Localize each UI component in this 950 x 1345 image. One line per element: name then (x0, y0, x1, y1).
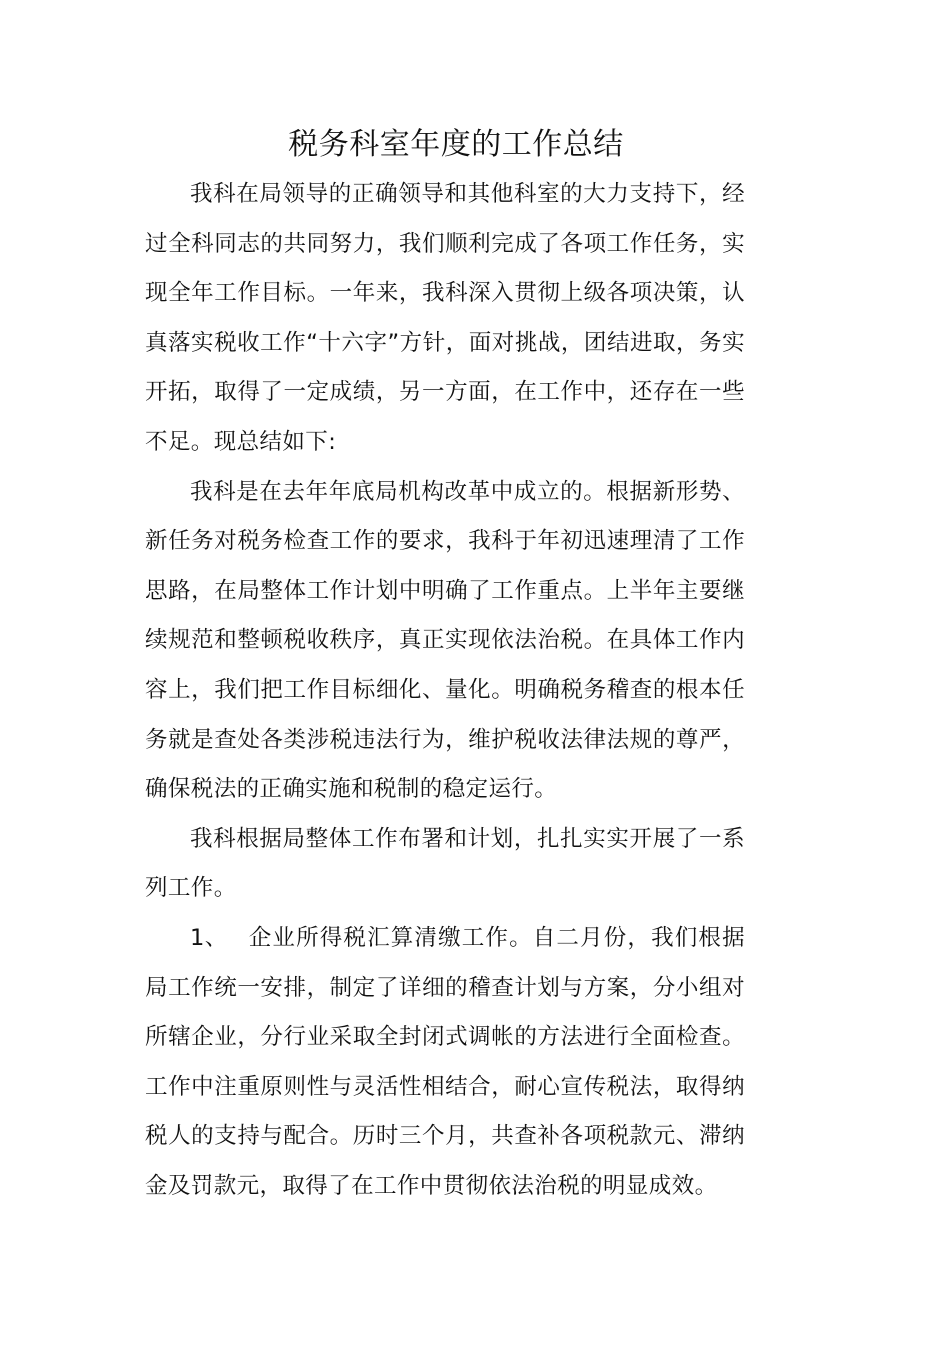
paragraph-work-overview: 我科根据局整体工作布署和计划，扎扎实实开展了一系列工作。 (145, 825, 745, 902)
paragraph-intro: 我科在局领导的正确领导和其他科室的大力支持下，经过全科同志的共同努力，我们顺利完成了各项工作任务，实现全年工作目标。一年来，我科深入贯彻上级各项决策，认真落实税收工作“十六字”方针，面对挑战，团结进取，务实开拓，取得了一定成绩，另一方面，在工作中，还存在一些不足。现总结如下: (145, 181, 745, 455)
list-item-number: 1、 (190, 924, 228, 951)
list-item-text: 企业所得税汇算清缴工作。自二月份，我们根据局工作统一安排，制定了详细的稽查计划与方案，分小组对所辖企业，分行业采取全封闭式调帐的方法进行全面检查。工作中注重原则性与灵活性相结合，耐心宣传税法，取得纳税人的支持与配合。历时三个月，共查补各项税款元、滞纳金及罚款元，取得了在工作中贯彻依法治税的明显成效。 (145, 924, 745, 1199)
document-body (145, 170, 745, 1211)
document-title: 税务科室年度的工作总结 (288, 127, 624, 162)
list-item-1 (145, 914, 745, 1212)
paragraph-background: 我科是在去年年底局机构改革中成立的。根据新形势、新任务对税务检查工作的要求，我科于年初迅速理清了工作思路，在局整体工作计划中明确了工作重点。上半年主要继续规范和整顿税收秩序，真正实现依法治税。在具体工作内容上，我们把工作目标细化、量化。明确税务稽查的根本任务就是查处各类涉税违法行为，维护税收法律法规的尊严，确保税法的正确实施和税制的稳定运行。 (145, 478, 745, 803)
